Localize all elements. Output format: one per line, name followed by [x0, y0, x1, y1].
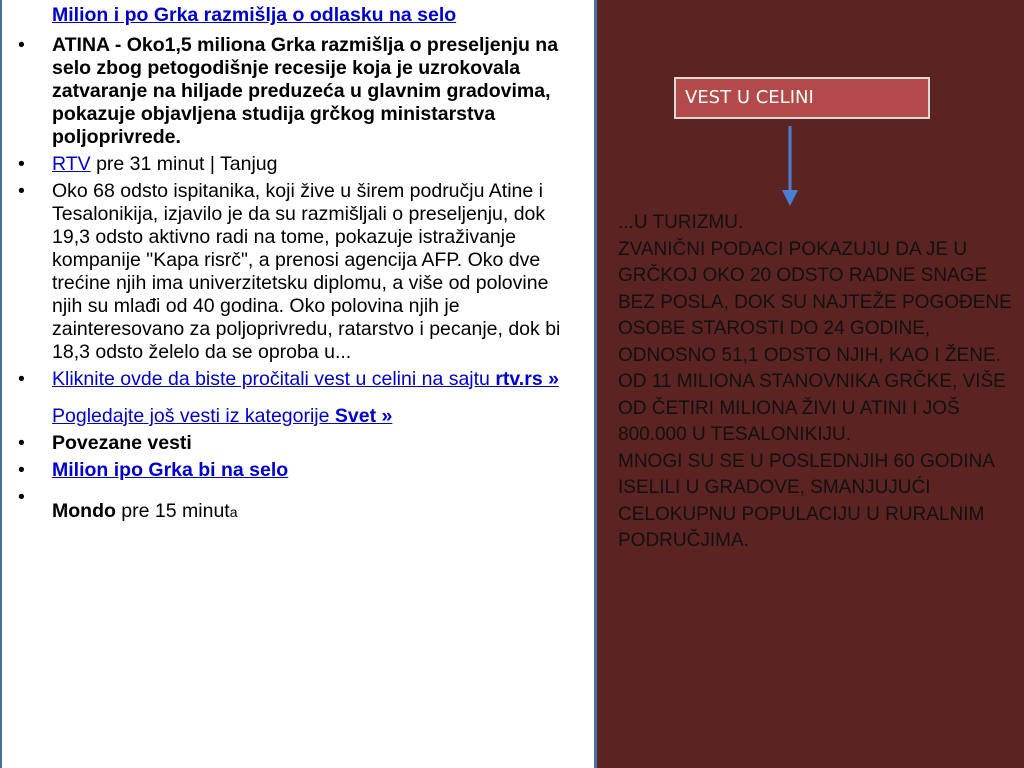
list-item-mondo [2, 486, 582, 524]
more-news-category-link[interactable]: Svet » [334, 405, 393, 427]
list-item-related-heading [2, 432, 582, 455]
more-news-text[interactable]: Pogledajte još vesti iz kategorije [52, 405, 335, 427]
mondo-source: Mondo [52, 500, 116, 522]
bullet: • [18, 153, 25, 175]
list-item-read-more [2, 368, 582, 428]
read-more-site-link[interactable]: rtv.rs » [495, 368, 559, 390]
bullet: • [18, 368, 25, 390]
more-news-link[interactable] [52, 405, 582, 428]
list-item-body [2, 180, 582, 364]
read-more-text[interactable]: Kliknite ovde da biste pročitali vest u celini na sajtu [52, 368, 496, 390]
list-item-source [2, 153, 582, 176]
arrow-down-icon [776, 126, 804, 208]
bullet: • [18, 459, 25, 481]
mondo-meta: pre 15 minut [115, 500, 230, 522]
bullet: • [18, 34, 25, 56]
headline-link[interactable]: Milion i po Grka razmišlja o odlasku na selo [52, 4, 457, 26]
list-item-related-link [2, 459, 582, 482]
intro-text: ATINA - Oko1,5 miliona Grka razmišlja o preseljenju na selo zbog petogodišnje recesije koja je uzrokovala zatvaranje na hiljade preduzeća u glavnim gradovima, pokazuje objavljena studija grčkog ministarstva poljoprivrede. [52, 34, 559, 148]
body-text: Oko 68 odsto ispitanika, koji žive u širem području Atine i Tesalonikija, izjavilo je da su razmišljali o preseljenju, dok 19,3 odsto aktivno radi na tome, pokazuje istraživanje kompanije "Kapa risrč", a prenosi agencija AFP. Oko dve trećine njih ima univerzitetsku diplomu, a više od polovine njih su mlađi od 40 godina. Oko polovina njih je zainteresovano za poljoprivredu, ratarstvo i pecanje, dok bi 18,3 odsto želelo da se oproba u... [52, 180, 561, 363]
mondo-meta-tail: a [229, 504, 238, 520]
arrow-head [782, 190, 798, 206]
summary-text: ...U TURIZMU. ZVANIČNI PODACI POKAZUJU DA JE U GRČKOJ OKO 20 ODSTO RADNE SNAGE BEZ POSLA, DOK SU NAJTEŽE POGOĐENE OSOBE STAROSTI DO 24 GODINE, ODNOSNO 51,1 ODSTO NJIH, KAO I ŽENE. OD 11 MILIONA STANOVNIKA GRČKE, VIŠE OD ČETIRI MILIONA ŽIVI U ATINI I JOŠ 800.000 U TESALONIKIJU. MNOGI SU SE U POSLEDNJIH 60 GODINA ISELILI U GRADOVE, SMANJUJUĆI CELOKUPNU POPULACIJU U RURALNIM PODRUČJIMA. [618, 212, 1012, 551]
news-list [2, 34, 582, 528]
bullet: • [18, 432, 25, 454]
vest-u-celini-button[interactable]: VEST U CELINI [674, 77, 930, 119]
source-link[interactable]: RTV [52, 153, 91, 175]
bullet: • [18, 486, 25, 508]
list-item-intro [2, 34, 582, 149]
related-link[interactable]: Milion ipo Grka bi na selo [52, 459, 289, 481]
read-more-link[interactable] [52, 368, 559, 390]
source-meta: pre 31 minut | Tanjug [90, 153, 278, 175]
spacer [52, 486, 582, 500]
bullet: • [18, 180, 25, 202]
related-heading: Povezane vesti [52, 432, 192, 454]
